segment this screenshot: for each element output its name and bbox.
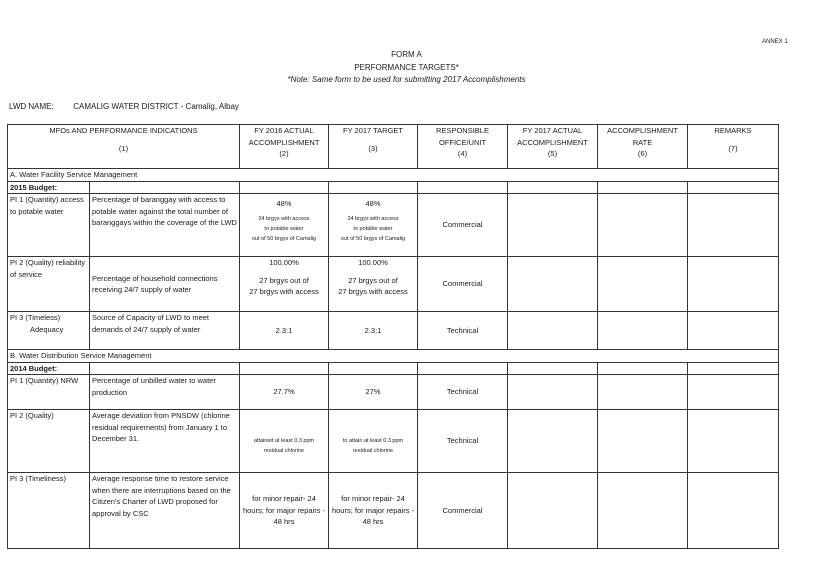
header-fy2016 (240, 125, 329, 169)
table-row (8, 194, 779, 257)
office-cell: Technical (418, 312, 508, 350)
performance-targets-title: PERFORMANCE TARGETS* (354, 63, 459, 72)
header-rate (598, 125, 688, 169)
header-mfos-num: (1) (118, 143, 129, 153)
rate-cell (598, 257, 688, 312)
header-office (418, 125, 508, 169)
fy2017-detail: to attain at least 0.3 ppm (342, 438, 404, 444)
form-title: FORM A (391, 50, 422, 59)
office-cell: Technical (418, 410, 508, 473)
fy2017-cell: for minor repair- 24 hours; for major repairs - 48 hrs (329, 473, 418, 549)
table-row (8, 473, 779, 549)
header-rate-num: (6) (637, 149, 648, 158)
fy2016-detail: 24 brgys with access (258, 215, 310, 222)
fy2017-cell: 27% (329, 375, 418, 410)
pi-label: PI 3 (Timeless) (10, 313, 61, 322)
remarks-cell (688, 375, 779, 410)
fy2017-cell (329, 410, 418, 473)
rate-cell (598, 194, 688, 257)
table-row (8, 312, 779, 350)
remarks-cell (688, 312, 779, 350)
fy2017-detail: 27 brgys with access (338, 287, 408, 296)
header-fy2016-label: FY 2016 ACTUAL ACCOMPLISHMENT (248, 126, 320, 147)
remarks-cell (688, 473, 779, 549)
pi-cell (8, 312, 90, 350)
fy2017-value: 48% (365, 199, 381, 208)
header-fy2017-actual (508, 125, 598, 169)
header-fy2016-num: (2) (279, 149, 289, 158)
fy2016-detail: out of 50 brgys of Camalig (251, 235, 317, 242)
rate-cell (598, 410, 688, 473)
pi-cell: PI 2 (Quality) (8, 410, 90, 473)
fy2016-detail: residual chlorine (263, 448, 305, 454)
header-mfos (8, 125, 240, 169)
indicator-cell: Percentage of unbilled water to water production (90, 375, 240, 410)
fy2017-detail: out of 50 brgys of Camalig (340, 235, 406, 242)
header-mfos-label: MFOs AND PERFORMANCE INDICATIONS (49, 126, 198, 135)
section-a-title: A. Water Facility Service Management (8, 169, 779, 182)
table-row (8, 375, 779, 410)
header-office-label: RESPONSIBLE OFFICE/UNIT (436, 126, 489, 147)
lwd-name-label: LWD NAME: (9, 102, 54, 111)
indicator-cell: Source of Capacity of LWD to meet demands of 24/7 supply of water (90, 312, 240, 350)
lwd-name-value: CAMALIG WATER DISTRICT - Camalig, Albay (73, 102, 239, 111)
section-a-budget: 2015 Budget: (8, 181, 90, 194)
remarks-cell (688, 410, 779, 473)
indicator-cell: Percentage of baranggay with access to potable water against the total number of baranggays within the coverage of the LWD (90, 194, 240, 257)
header-fy2017-target (329, 125, 418, 169)
pi-cell: PI 1 (Quantity) access to potable water (8, 194, 90, 257)
header-fy2017-actual-num: (5) (547, 149, 558, 158)
fy2017-cell (329, 257, 418, 312)
section-a-budget-row (8, 181, 779, 194)
header-fy2017-target-num: (3) (368, 143, 378, 153)
fy2016-cell: 27.7% (240, 375, 329, 410)
header-remarks-label: REMARKS (714, 126, 752, 135)
table-row (8, 257, 779, 312)
fy2016-cell (240, 194, 329, 257)
header-remarks-num: (7) (728, 143, 738, 153)
indicator-cell: Percentage of household connections receiving 24/7 supply of water (90, 257, 240, 312)
office-cell: Technical (418, 375, 508, 410)
section-b-budget-row (8, 362, 779, 375)
fy2017-actual-cell (508, 375, 598, 410)
remarks-cell (688, 194, 779, 257)
table-row (8, 410, 779, 473)
header-fy2017-target-label: FY 2017 TARGET (342, 126, 404, 135)
header-remarks (688, 125, 779, 169)
rate-cell (598, 312, 688, 350)
fy2017-actual-cell (508, 473, 598, 549)
fy2016-cell (240, 257, 329, 312)
fy2016-value: 100.00% (269, 258, 299, 267)
indicator-cell: Average deviation from PNSDW (chlorine residual requirements) from January 1 to December 31. (90, 410, 240, 473)
fy2016-detail: 27 brgys with access (249, 287, 319, 296)
fy2016-cell (240, 410, 329, 473)
office-cell: Commercial (418, 473, 508, 549)
header-fy2017-actual-label: FY 2017 ACTUAL ACCOMPLISHMENT (517, 126, 588, 147)
fy2016-detail: to potable water (264, 225, 304, 232)
note: *Note: Same form to be used for submitting 2017 Accomplishments (287, 75, 526, 84)
fy2017-detail: residual chlorine (352, 448, 394, 454)
section-b-title: B. Water Distribution Service Management (8, 350, 779, 363)
section-b-budget: 2014 Budget: (8, 362, 90, 375)
fy2017-cell: 2.3:1 (329, 312, 418, 350)
fy2016-cell: 2.3:1 (240, 312, 329, 350)
section-a-row (8, 169, 779, 182)
fy2017-value: 100.00% (358, 258, 388, 267)
header-row (8, 125, 779, 169)
fy2016-value: 48% (276, 199, 292, 208)
pi-cell: PI 2 (Quality) reliability of service (8, 257, 90, 312)
office-cell: Commercial (418, 257, 508, 312)
fy2017-actual-cell (508, 257, 598, 312)
fy2016-detail: 27 brgys out of (259, 275, 309, 285)
fy2017-actual-cell (508, 410, 598, 473)
indicator-cell: Average response time to restore service when there are interruptions based on the Citizen's Charter of LWD proposed for approval by CSC (90, 473, 240, 549)
header-rate-label: ACCOMPLISHMENT RATE (607, 126, 678, 147)
performance-targets-table (7, 124, 779, 549)
remarks-cell (688, 257, 779, 312)
fy2017-cell (329, 194, 418, 257)
fy2017-actual-cell (508, 194, 598, 257)
office-cell: Commercial (418, 194, 508, 257)
pi-sublabel: Adequacy (30, 324, 64, 334)
fy2017-detail: 24 brgys with access (347, 215, 399, 222)
fy2017-detail: to potable water (353, 225, 393, 232)
rate-cell (598, 473, 688, 549)
rate-cell (598, 375, 688, 410)
fy2017-detail: 27 brgys out of (348, 275, 398, 285)
section-b-row (8, 350, 779, 363)
fy2016-detail: attained at least 0.3 ppm (253, 438, 315, 444)
annex-label: ANNEX 1 (762, 39, 788, 45)
pi-cell: PI 1 (Quantity) NRW (8, 375, 90, 410)
fy2016-cell: for minor repair- 24 hours; for major repairs - 48 hrs (240, 473, 329, 549)
fy2017-actual-cell (508, 312, 598, 350)
header-office-num: (4) (457, 149, 468, 158)
lwd-name-line (9, 102, 239, 111)
pi-cell: PI 3 (Timeliness) (8, 473, 90, 549)
